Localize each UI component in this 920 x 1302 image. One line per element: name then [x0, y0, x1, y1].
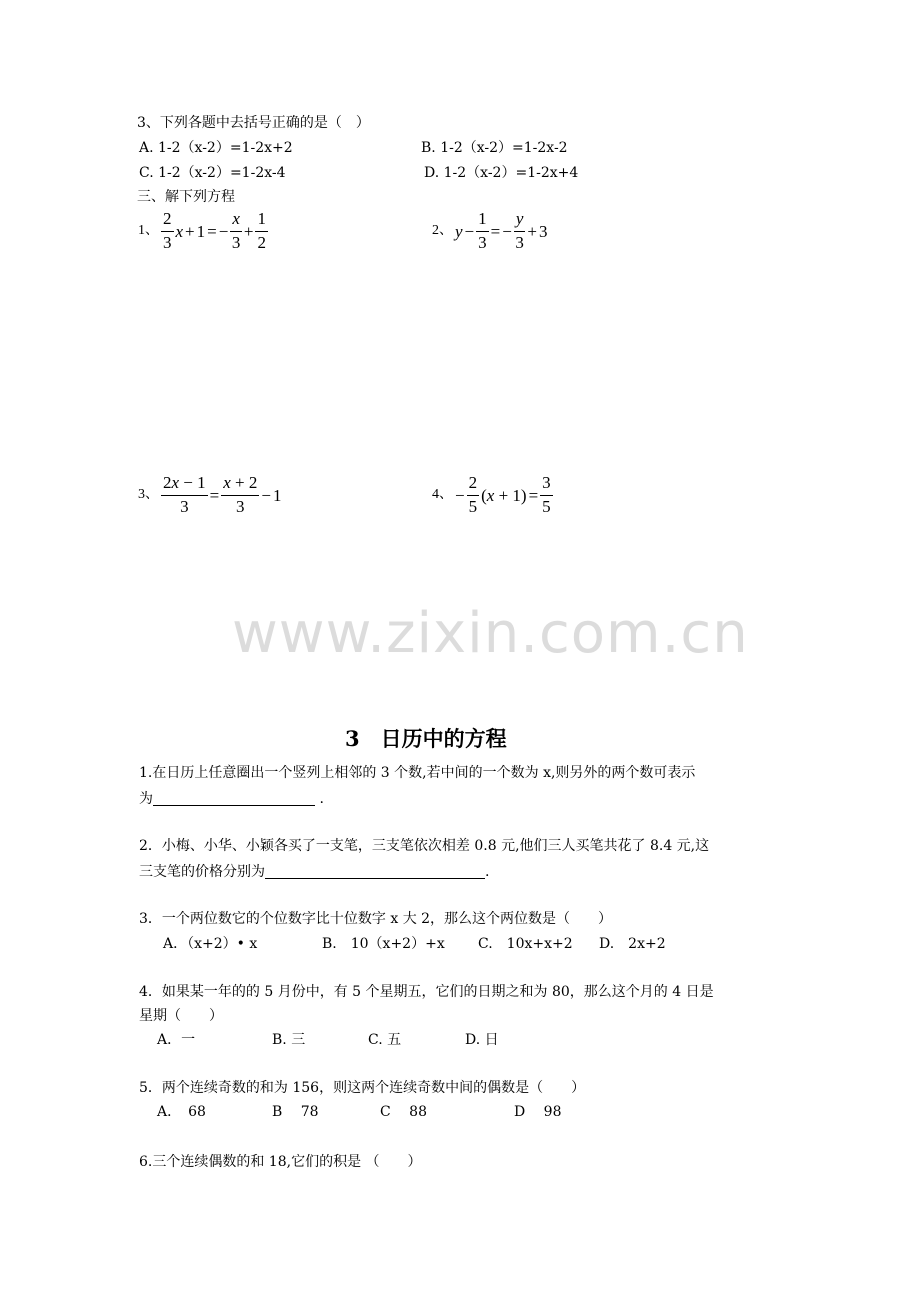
answer-blank[interactable]: [153, 791, 315, 806]
option-b: B. 1-2（x-2）=1-2x-2: [421, 140, 568, 156]
fraction: $\frac{y}{3}$: [515, 209, 524, 252]
option-a: A．（x+2）• x: [163, 936, 258, 952]
question-3-stem: 3、下列各题中去括号正确的是（ ）: [137, 115, 370, 131]
option-b: B. 10（x+2）+x: [322, 936, 445, 952]
question-4-line2: 星期（ ）: [139, 1008, 223, 1024]
equation-label: 4、: [432, 487, 453, 503]
part3-title: 三、解下列方程: [137, 189, 235, 205]
equation-label: 1、: [138, 223, 159, 239]
option-a: A. 1-2（x-2）=1-2x+2: [139, 140, 293, 156]
option-d: D. 2x+2: [599, 936, 666, 952]
fraction: $\frac{x}{3}$: [231, 209, 241, 252]
option-b: B 78: [272, 1104, 319, 1120]
option-c: C 88: [380, 1104, 427, 1120]
equation-label: 2、: [432, 223, 453, 239]
equation-3: 3、 $\frac{2x - 1}{3}$ = $\frac{x + 2}{3}$ − 1: [138, 473, 282, 516]
question-2-suffix: .: [485, 864, 490, 880]
fraction: $\frac{1}{2}$: [257, 209, 266, 252]
option-a: A．一: [157, 1032, 196, 1048]
question-6-stem: 6.三个连续偶数的和 18,它们的积是 （ ）: [139, 1154, 422, 1170]
question-2-line2: [139, 864, 489, 879]
question-3-calendar-stem: 3．一个两位数它的个位数字比十位数字 x 大 2，那么这个两位数是（ ）: [139, 911, 613, 927]
option-d: D 98: [514, 1104, 562, 1120]
equation-4: 4、 − $\frac{2}{5}$ (x + 1) = $\frac{3}{5}$: [432, 473, 551, 516]
option-d: D. 1-2（x-2）=1-2x+4: [424, 165, 579, 181]
option-c: C. 1-2（x-2）=1-2x-4: [139, 165, 286, 181]
fraction: $\frac{x + 2}{3}$: [223, 473, 258, 516]
option-b: B. 三: [272, 1032, 306, 1048]
option-c: C. 10x+x+2: [478, 936, 573, 952]
question-1-line1: 1.在日历上任意圈出一个竖列上相邻的 3 个数,若中间的一个数为 x,则另外的两个数可表示: [139, 765, 696, 781]
section-heading: 3 日历中的方程: [345, 726, 507, 751]
equation-1: 1、 $\frac{2}{3}$ x + 1 = − $\frac{x}{3}$ + $\frac{1}{2}$: [138, 209, 266, 252]
option-d: D. 日: [465, 1032, 499, 1048]
fraction: $\frac{3}{5}$: [542, 473, 551, 516]
question-4-line1: 4．如果某一年的的 5 月份中，有 5 个星期五，它们的日期之和为 80，那么这个月的 4 日是: [139, 984, 714, 1000]
question-1-prefix: 为: [139, 791, 153, 807]
fraction: $\frac{2}{3}$: [163, 209, 172, 252]
equation-label: 3、: [138, 487, 159, 503]
question-2-line1: 2．小梅、小华、小颖各买了一支笔，三支笔依次相差 0.8 元,他们三人买笔共花了 8.4 元,这: [139, 838, 710, 854]
fraction: $\frac{1}{3}$: [478, 209, 487, 252]
option-c: C. 五: [368, 1032, 402, 1048]
option-a: A． 68: [157, 1104, 206, 1120]
question-1-line2: [139, 791, 324, 806]
question-1-suffix: .: [315, 791, 324, 807]
question-5-stem: 5．两个连续奇数的和为 156，则这两个连续奇数中间的偶数是（ ）: [139, 1080, 586, 1096]
fraction: $\frac{2}{5}$: [468, 473, 478, 516]
watermark: www.zixin.com.cn: [232, 601, 749, 666]
fraction: $\frac{2x - 1}{3}$: [163, 473, 206, 516]
equation-2: 2、 y − $\frac{1}{3}$ = − $\frac{y}{3}$ + 3: [432, 209, 548, 252]
answer-blank[interactable]: [265, 864, 485, 879]
question-2-prefix: 三支笔的价格分别为: [139, 864, 265, 880]
